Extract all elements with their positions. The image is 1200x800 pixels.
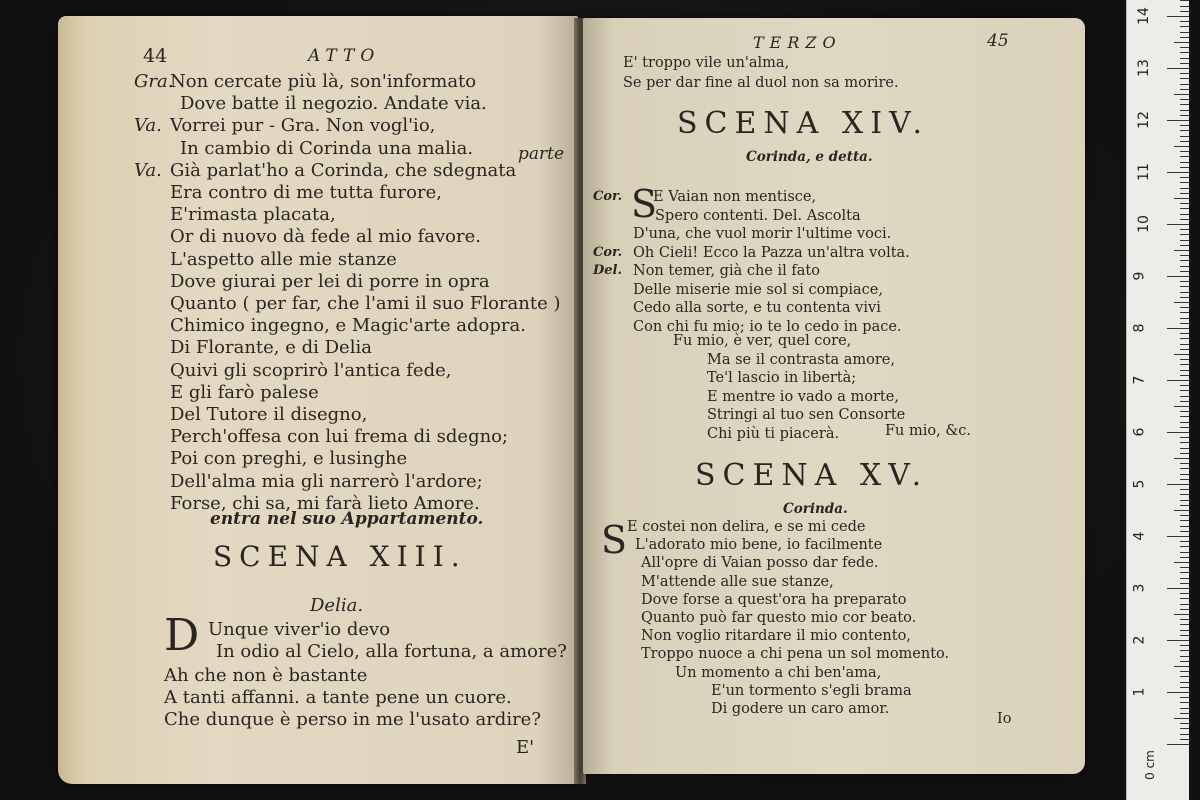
ruler-tick bbox=[1180, 110, 1189, 111]
ruler-tick bbox=[1174, 94, 1189, 95]
speaker-label: Cor. bbox=[593, 244, 623, 260]
ruler-number: 11 bbox=[1135, 163, 1152, 181]
ruler-tick bbox=[1180, 676, 1189, 677]
scene-characters-15: Corinda. bbox=[783, 501, 848, 517]
verse-line: E' troppo vile un'alma, bbox=[623, 55, 790, 71]
ruler-number: 8 bbox=[1131, 323, 1148, 333]
ruler-tick bbox=[1180, 370, 1189, 371]
ruler-tick bbox=[1167, 536, 1189, 537]
ruler-number: 3 bbox=[1131, 583, 1148, 593]
ruler-tick bbox=[1180, 6, 1189, 7]
right-running-head: TERZO bbox=[753, 33, 842, 52]
scene-title-13: SCENA XIII. bbox=[213, 540, 467, 573]
dialogue-line: In cambio di Corinda una malia. bbox=[180, 137, 474, 159]
ruler-tick bbox=[1180, 396, 1189, 397]
ruler-tick bbox=[1180, 526, 1189, 527]
ruler-tick bbox=[1167, 328, 1189, 329]
ruler-tick bbox=[1180, 531, 1189, 532]
ruler-tick bbox=[1180, 468, 1189, 469]
verse-line: M'attende alle sue stanze, bbox=[641, 573, 834, 590]
ruler-number: 7 bbox=[1131, 375, 1148, 385]
ruler-tick bbox=[1180, 682, 1189, 683]
drop-cap-13: D bbox=[164, 610, 200, 661]
ruler-tick bbox=[1180, 333, 1189, 334]
ruler-tick bbox=[1180, 416, 1189, 417]
ruler-tick bbox=[1180, 344, 1189, 345]
ruler-tick bbox=[1180, 437, 1189, 438]
measuring-ruler bbox=[1126, 0, 1189, 800]
ruler-tick bbox=[1180, 281, 1189, 282]
ruler-tick bbox=[1180, 645, 1189, 646]
verse-line: Che dunque è perso in me l'usato ardire? bbox=[164, 709, 541, 730]
ruler-tick bbox=[1180, 505, 1189, 506]
ruler-tick bbox=[1180, 234, 1189, 235]
dialogue-line: Del Tutore il disegno, bbox=[170, 404, 368, 425]
dialogue-line: E'rimasta placata, bbox=[170, 204, 336, 226]
verse-line: Quanto può far questo mio cor beato. bbox=[641, 610, 917, 626]
ruler-tick bbox=[1180, 292, 1189, 293]
dialogue-line: Dove batte il negozio. Andate via. bbox=[180, 93, 487, 115]
ruler-tick bbox=[1180, 73, 1189, 74]
ruler-tick bbox=[1180, 188, 1189, 189]
ruler-tick bbox=[1180, 219, 1189, 220]
ruler-tick bbox=[1180, 193, 1189, 194]
ruler-tick bbox=[1180, 323, 1189, 324]
ruler-tick bbox=[1180, 500, 1189, 501]
ruler-tick bbox=[1180, 0, 1189, 1]
ruler-tick bbox=[1180, 63, 1189, 64]
dialogue-line: Cedo alla sorte, e tu contenta vivi bbox=[633, 300, 881, 316]
ruler-tick bbox=[1180, 422, 1189, 423]
right-catchword: Io bbox=[997, 711, 1012, 727]
ruler-tick bbox=[1174, 458, 1189, 459]
ruler-tick bbox=[1180, 515, 1189, 516]
ruler-number: 5 bbox=[1131, 479, 1148, 489]
drop-cap-15: S bbox=[601, 518, 628, 562]
ruler-tick bbox=[1174, 146, 1189, 147]
right-page bbox=[583, 18, 1085, 774]
ruler-tick bbox=[1180, 130, 1189, 131]
dialogue-line: E Vaian non mentisce, bbox=[653, 189, 817, 205]
speaker-label: Va. bbox=[134, 115, 162, 137]
ruler-tick bbox=[1180, 260, 1189, 261]
verse-line: A tanti affanni. a tante pene un cuore. bbox=[164, 687, 512, 708]
verse-line: E'un tormento s'egli brama bbox=[711, 682, 912, 699]
dialogue-line: Dove giurai per lei di porre in opra bbox=[170, 270, 490, 292]
scene-title-14: SCENA XIV. bbox=[677, 106, 930, 141]
ruler-number: 13 bbox=[1135, 59, 1152, 77]
ruler-tick bbox=[1180, 630, 1189, 631]
ruler-tick bbox=[1180, 364, 1189, 365]
ruler-tick bbox=[1180, 390, 1189, 391]
ruler-tick bbox=[1180, 713, 1189, 714]
ruler-tick bbox=[1180, 307, 1189, 308]
ruler-tick bbox=[1180, 650, 1189, 651]
ruler-tick bbox=[1180, 463, 1189, 464]
ruler-number: 4 bbox=[1131, 531, 1148, 541]
ruler-tick bbox=[1180, 338, 1189, 339]
ruler-tick bbox=[1180, 572, 1189, 573]
verse-line: Troppo nuoce a chi pena un sol momento. bbox=[641, 646, 950, 663]
dialogue-line: Oh Cieli! Ecco la Pazza un'altra volta. bbox=[633, 244, 910, 261]
ruler-tick bbox=[1180, 125, 1189, 126]
dialogue-line: Perch'offesa con lui frema di sdegno; bbox=[170, 426, 509, 448]
verse-line: Se per dar fine al duol non sa morire. bbox=[623, 75, 899, 91]
ruler-tick bbox=[1180, 541, 1189, 542]
ruler-number: 6 bbox=[1131, 427, 1148, 437]
speaker-label: Gra. bbox=[134, 71, 174, 92]
speaker-label: Del. bbox=[593, 263, 623, 278]
aside-direction: parte bbox=[518, 144, 565, 164]
ruler-unit-label: 0 cm bbox=[1142, 750, 1157, 780]
dialogue-line: Vorrei pur - Gra. Non vogl'io, bbox=[170, 115, 436, 137]
ruler-tick bbox=[1180, 104, 1189, 105]
scene-characters-14: Corinda, e detta. bbox=[746, 149, 873, 165]
ruler-tick bbox=[1180, 47, 1189, 48]
dialogue-line: Quivi gli scoprirò l'antica fede, bbox=[170, 359, 452, 381]
ruler-tick bbox=[1180, 141, 1189, 142]
dialogue-line: L'aspetto alle mie stanze bbox=[170, 248, 397, 270]
ruler-tick bbox=[1180, 739, 1189, 740]
ruler-tick bbox=[1180, 448, 1189, 449]
verse-line: L'adorato mio bene, io facilmente bbox=[635, 537, 883, 554]
ruler-tick bbox=[1180, 266, 1189, 267]
ruler-tick bbox=[1180, 479, 1189, 480]
ruler-tick bbox=[1174, 42, 1189, 43]
ruler-tick bbox=[1180, 494, 1189, 495]
ruler-tick bbox=[1167, 224, 1189, 225]
ruler-tick bbox=[1167, 120, 1189, 121]
ruler-tick bbox=[1180, 89, 1189, 90]
dialogue-line: Di Florante, e di Delia bbox=[170, 337, 372, 359]
ruler-tick bbox=[1174, 302, 1189, 303]
verse-line: Unque viver'io devo bbox=[208, 619, 391, 640]
ruler-tick bbox=[1180, 297, 1189, 298]
dialogue-line: Dell'alma mia gli narrerò l'ardore; bbox=[170, 470, 483, 492]
ruler-tick bbox=[1180, 734, 1189, 735]
aria-line: E mentre io vado a morte, bbox=[707, 388, 899, 405]
ruler-tick bbox=[1180, 520, 1189, 521]
ruler-tick bbox=[1167, 432, 1189, 433]
aria-line: Stringi al tuo sen Consorte bbox=[707, 407, 906, 423]
ruler-tick bbox=[1180, 99, 1189, 100]
left-page bbox=[58, 16, 578, 784]
ruler-tick bbox=[1180, 687, 1189, 688]
ruler-tick bbox=[1167, 484, 1189, 485]
ruler-tick bbox=[1174, 718, 1189, 719]
ruler-tick bbox=[1180, 385, 1189, 386]
aria-line: Te'l lascio in libertà; bbox=[707, 370, 857, 386]
ruler-tick bbox=[1180, 598, 1189, 599]
ruler-tick bbox=[1180, 214, 1189, 215]
aria-line: Ma se il contrasta amore, bbox=[707, 351, 895, 368]
ruler-tick bbox=[1180, 489, 1189, 490]
dialogue-line: Non cercate più là, son'informato bbox=[170, 71, 477, 92]
stage-direction: entra nel suo Appartamento. bbox=[210, 509, 484, 529]
dialogue-line: Spero contenti. Del. Ascolta bbox=[655, 207, 861, 224]
ruler-tick bbox=[1180, 427, 1189, 428]
ruler-tick bbox=[1180, 442, 1189, 443]
ruler-tick bbox=[1180, 656, 1189, 657]
ruler-tick bbox=[1174, 614, 1189, 615]
ruler-tick bbox=[1180, 255, 1189, 256]
ruler-tick bbox=[1180, 708, 1189, 709]
dialogue-line: D'una, che vuol morir l'ultime voci. bbox=[633, 226, 892, 242]
ruler-tick bbox=[1180, 58, 1189, 59]
ruler-tick bbox=[1167, 276, 1189, 277]
verse-line: Di godere un caro amor. bbox=[711, 701, 890, 717]
ruler-tick bbox=[1180, 702, 1189, 703]
ruler-tick bbox=[1180, 583, 1189, 584]
ruler-tick bbox=[1180, 167, 1189, 168]
ruler-tick bbox=[1180, 52, 1189, 53]
right-page-number: 45 bbox=[987, 31, 1009, 51]
ruler-tick bbox=[1174, 250, 1189, 251]
ruler-tick bbox=[1180, 609, 1189, 610]
dialogue-line: Forse, chi sa, mi farà lieto Amore. bbox=[170, 492, 480, 514]
ruler-tick bbox=[1167, 68, 1189, 69]
ruler-tick bbox=[1180, 375, 1189, 376]
ruler-tick bbox=[1180, 11, 1189, 12]
ruler-tick bbox=[1180, 728, 1189, 729]
aria-line: Fu mio, è ver, quel core, bbox=[673, 333, 852, 349]
ruler-tick bbox=[1180, 286, 1189, 287]
ruler-tick bbox=[1167, 172, 1189, 173]
ruler-tick bbox=[1180, 151, 1189, 152]
ruler-tick bbox=[1180, 557, 1189, 558]
verse-line: Dove forse a quest'ora ha preparato bbox=[641, 591, 907, 608]
dialogue-line: E gli farò palese bbox=[170, 381, 319, 403]
ruler-tick bbox=[1180, 271, 1189, 272]
ruler-tick bbox=[1180, 162, 1189, 163]
ruler-tick bbox=[1180, 78, 1189, 79]
ruler-tick bbox=[1180, 604, 1189, 605]
ruler-number: 9 bbox=[1131, 271, 1148, 281]
verse-line: All'opre di Vaian posso dar fede. bbox=[641, 555, 879, 572]
aria-end: Fu mio, &c. bbox=[885, 423, 971, 439]
ruler-number: 12 bbox=[1135, 111, 1152, 129]
dialogue-line: Chimico ingegno, e Magic'arte adopra. bbox=[170, 315, 526, 337]
ruler-tick bbox=[1180, 619, 1189, 620]
ruler-tick bbox=[1180, 32, 1189, 33]
verse-line: Ah che non è bastante bbox=[164, 665, 368, 686]
ruler-tick bbox=[1180, 177, 1189, 178]
ruler-tick bbox=[1174, 510, 1189, 511]
scene-character-13: Delia. bbox=[310, 595, 364, 616]
aria-line: Chi più ti piacerà. bbox=[707, 425, 840, 442]
dialogue-line: Con chi fu mio; io te lo cedo in pace. bbox=[633, 318, 902, 335]
ruler-tick bbox=[1180, 552, 1189, 553]
ruler-tick bbox=[1180, 318, 1189, 319]
ruler-tick bbox=[1174, 562, 1189, 563]
ruler-tick bbox=[1167, 588, 1189, 589]
ruler-tick bbox=[1180, 661, 1189, 662]
ruler-tick bbox=[1180, 26, 1189, 27]
left-page-number: 44 bbox=[143, 45, 168, 67]
ruler-tick bbox=[1180, 229, 1189, 230]
ruler-tick bbox=[1180, 411, 1189, 412]
ruler-tick bbox=[1167, 640, 1189, 641]
ruler-tick bbox=[1167, 744, 1189, 745]
ruler-tick bbox=[1180, 697, 1189, 698]
ruler-number: 14 bbox=[1135, 7, 1152, 25]
ruler-tick bbox=[1180, 624, 1189, 625]
ruler-tick bbox=[1180, 567, 1189, 568]
ruler-tick bbox=[1180, 453, 1189, 454]
ruler-tick bbox=[1180, 401, 1189, 402]
ruler-tick bbox=[1180, 21, 1189, 22]
ruler-tick bbox=[1180, 115, 1189, 116]
ruler-tick bbox=[1174, 406, 1189, 407]
verse-line: In odio al Cielo, alla fortuna, a amore? bbox=[216, 641, 567, 662]
ruler-tick bbox=[1180, 136, 1189, 137]
dialogue-line: Or di nuovo dà fede al mio favore. bbox=[170, 226, 481, 248]
ruler-tick bbox=[1174, 666, 1189, 667]
ruler-tick bbox=[1180, 635, 1189, 636]
ruler-tick bbox=[1167, 380, 1189, 381]
ruler-tick bbox=[1180, 474, 1189, 475]
ruler-tick bbox=[1180, 349, 1189, 350]
ruler-tick bbox=[1180, 578, 1189, 579]
ruler-number: 2 bbox=[1131, 635, 1148, 645]
drop-cap-14: S bbox=[631, 182, 658, 226]
ruler-tick bbox=[1180, 84, 1189, 85]
ruler-tick bbox=[1180, 156, 1189, 157]
speaker-label: Va. bbox=[134, 159, 162, 181]
dialogue-line: Delle miserie mie sol si compiace, bbox=[633, 281, 883, 298]
ruler-tick bbox=[1180, 208, 1189, 209]
ruler-tick bbox=[1167, 692, 1189, 693]
verse-line: Un momento a chi ben'ama, bbox=[675, 664, 882, 681]
dialogue-line: Non temer, già che il fato bbox=[633, 263, 820, 279]
speaker-label: Cor. bbox=[593, 189, 623, 204]
ruler-tick bbox=[1180, 203, 1189, 204]
dialogue-line: Già parlat'ho a Corinda, che sdegnata bbox=[170, 159, 517, 181]
ruler-number: 10 bbox=[1135, 215, 1152, 233]
dialogue-line: Poi con preghi, e lusinghe bbox=[170, 448, 408, 470]
dialogue-line: Quanto ( per far, che l'ami il suo Florante ) bbox=[170, 293, 561, 314]
ruler-tick bbox=[1180, 182, 1189, 183]
ruler-tick bbox=[1180, 723, 1189, 724]
ruler-tick bbox=[1180, 593, 1189, 594]
ruler-tick bbox=[1180, 312, 1189, 313]
ruler-tick bbox=[1180, 546, 1189, 547]
verse-line: Non voglio ritardare il mio contento, bbox=[641, 628, 911, 645]
verse-line: E costei non delira, e se mi cede bbox=[627, 519, 866, 535]
ruler-tick bbox=[1167, 16, 1189, 17]
ruler-tick bbox=[1180, 37, 1189, 38]
dialogue-line: Era contro di me tutta furore, bbox=[170, 182, 442, 203]
ruler-tick bbox=[1180, 671, 1189, 672]
scene-title-15: SCENA XV. bbox=[695, 458, 929, 493]
ruler-tick bbox=[1180, 240, 1189, 241]
ruler-tick bbox=[1180, 359, 1189, 360]
ruler-number: 1 bbox=[1131, 687, 1148, 697]
left-catchword: E' bbox=[516, 737, 535, 758]
left-running-head: ATTO bbox=[308, 46, 381, 66]
ruler-tick bbox=[1174, 198, 1189, 199]
ruler-tick bbox=[1180, 245, 1189, 246]
ruler-tick bbox=[1174, 354, 1189, 355]
